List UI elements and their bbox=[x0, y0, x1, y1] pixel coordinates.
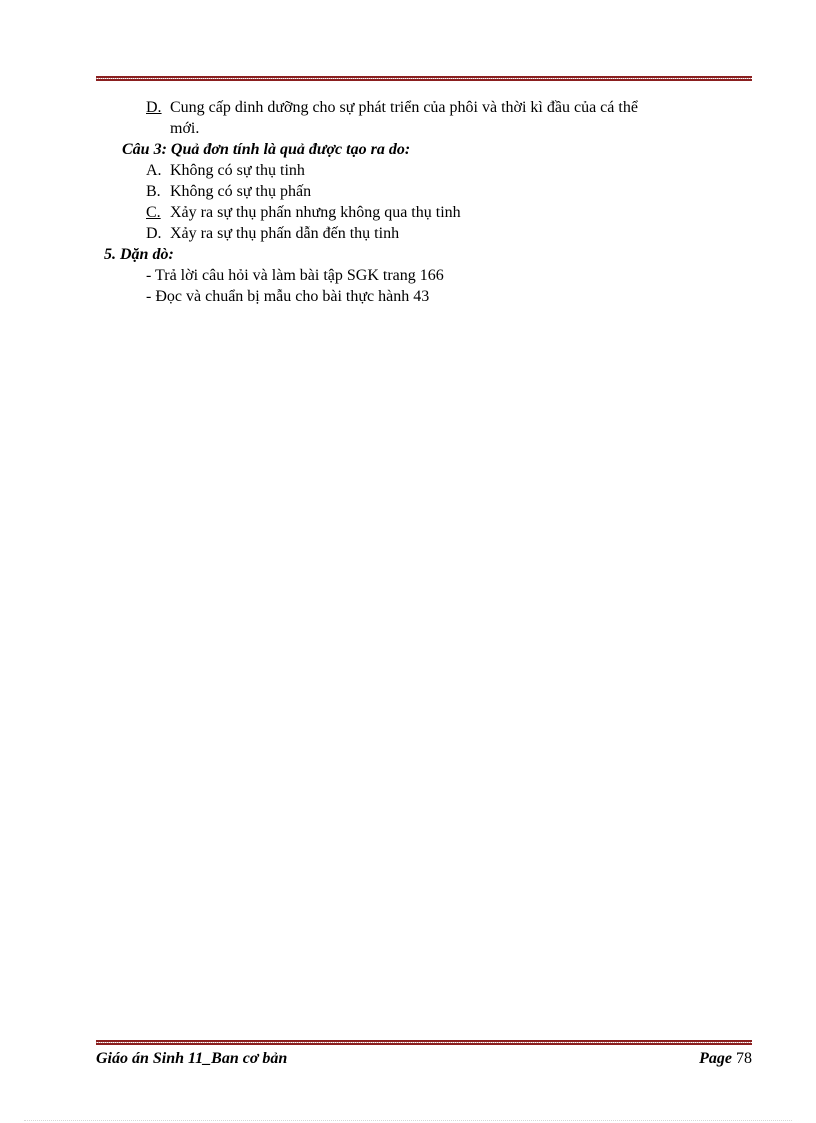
footer-rule bbox=[96, 1040, 752, 1045]
option-b-letter: B. bbox=[146, 183, 161, 200]
answer-d-line bbox=[146, 98, 638, 118]
section-5-item-1: - Trả lời câu hỏi và làm bài tập SGK trang 166 bbox=[146, 267, 444, 284]
option-c-letter: C. bbox=[146, 204, 161, 221]
answer-d-continuation: mới. bbox=[170, 120, 200, 137]
option-c bbox=[146, 203, 461, 223]
question-3-title: Câu 3: Quả đơn tính là quả được tạo ra do: bbox=[122, 141, 411, 158]
page-edge-divider bbox=[24, 1120, 792, 1121]
option-b-text: Không có sự thụ phấn bbox=[170, 183, 312, 200]
option-c-text: Xảy ra sự thụ phấn nhưng không qua thụ tinh bbox=[170, 204, 461, 221]
page-number-label bbox=[699, 1049, 752, 1069]
option-d-text: Xảy ra sự thụ phấn dẫn đến thụ tinh bbox=[170, 225, 400, 242]
option-a bbox=[146, 161, 305, 181]
option-d-letter: D. bbox=[146, 225, 162, 242]
page-number: 78 bbox=[736, 1050, 752, 1067]
option-a-text: Không có sự thụ tinh bbox=[170, 162, 305, 179]
section-5-title: 5. Dặn dò: bbox=[104, 246, 174, 263]
footer-title: Giáo án Sinh 11_Ban cơ bản bbox=[96, 1050, 288, 1067]
option-d bbox=[146, 224, 399, 244]
option-b bbox=[146, 182, 311, 202]
answer-d-text: Cung cấp dinh dưỡng cho sự phát triển của phôi và thời kì đầu của cá thể bbox=[170, 99, 638, 116]
page-word: Page bbox=[699, 1050, 732, 1067]
section-5-item-2: - Đọc và chuẩn bị mẫu cho bài thực hành 43 bbox=[146, 288, 430, 305]
answer-d-letter: D. bbox=[146, 99, 162, 116]
header-rule bbox=[96, 76, 752, 81]
option-a-letter: A. bbox=[146, 162, 162, 179]
